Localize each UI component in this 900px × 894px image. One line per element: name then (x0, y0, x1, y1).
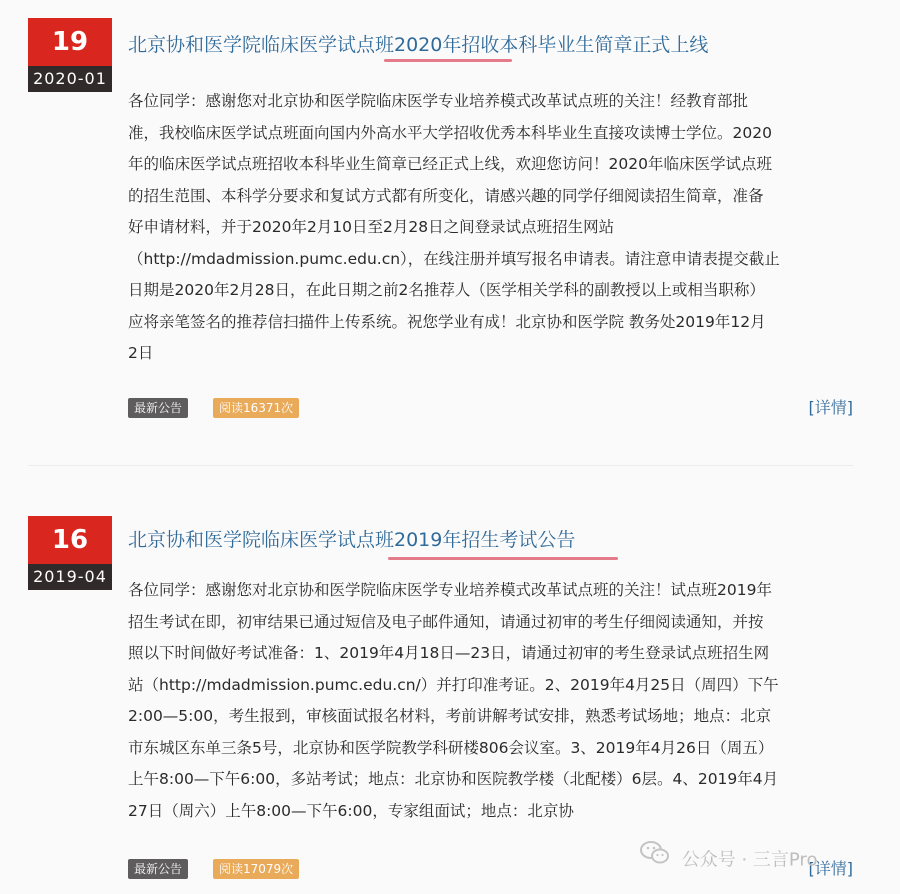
news-title-link[interactable]: 北京协和医学院临床医学试点班2019年招生考试公告 (128, 529, 576, 551)
watermark-text: 公众号 · 三言Pro (681, 849, 818, 871)
latest-notice-tag[interactable]: 最新公告 (128, 398, 188, 418)
details-link[interactable]: [详情] (808, 859, 853, 878)
date-year-month: 2019-04 (28, 564, 112, 590)
divider (28, 465, 853, 466)
summary-line: 日期是2020年2月28日，在此日期之前2名推荐人（医学相关学科的副教授以上或相当职称） (128, 281, 765, 299)
latest-notice-tag[interactable]: 最新公告 (128, 859, 188, 879)
summary-line: 的招生范围、本科学分要求和复试方式都有所变化，请感兴趣的同学仔细阅读招生简章，准备 (128, 186, 764, 205)
date-badge (28, 516, 112, 590)
news-summary (128, 575, 855, 827)
summary-line: 27日（周六）上午8:00—下午6:00，专家组面试；地点：北京协 (128, 801, 574, 820)
summary-line: 招生考试在即，初审结果已通过短信及电子邮件通知，请通过初审的考生仔细阅读通知，并按 (128, 612, 764, 631)
details-link[interactable]: [详情] (808, 398, 853, 417)
summary-line: 2:00—5:00，考生报到，审核面试报名材料，考前讲解考试安排，熟悉考试场地；地点：北京 (128, 707, 772, 725)
read-count-badge: 阅读17079次 (213, 859, 299, 879)
news-item (0, 470, 900, 894)
news-title-link[interactable]: 北京协和医学院临床医学试点班2020年招收本科毕业生简章正式上线 (128, 34, 709, 56)
summary-line: 上午8:00—下午6:00，多站考试；地点：北京协和医院教学楼（北配楼）6层。4、2019年4月 (128, 770, 779, 788)
summary-line: 年的临床医学试点班招收本科毕业生简章已经正式上线，欢迎您访问！2020年临床医学试点班 (128, 155, 772, 173)
watermark (640, 840, 817, 880)
summary-line: 应将亲笔签名的推荐信扫描件上传系统。祝您学业有成！北京协和医学院 教务处2019年12月 (128, 312, 766, 331)
date-day: 16 (28, 516, 112, 564)
summary-line: 2日 (128, 344, 154, 362)
news-summary (128, 86, 855, 370)
summary-line: 市东城区东单三条5号，北京协和医学院教学科研楼806会议室。3、2019年4月26日（周五） (128, 738, 774, 757)
read-count-badge: 阅读16371次 (213, 398, 299, 418)
summary-line: 各位同学：感谢您对北京协和医学院临床医学专业培养模式改革试点班的关注！经教育部批 (128, 92, 749, 110)
date-day: 19 (28, 18, 112, 66)
summary-line: 各位同学：感谢您对北京协和医学院临床医学专业培养模式改革试点班的关注！试点班2019年 (128, 581, 772, 599)
summary-line: （http://mdadmission.pumc.edu.cn），在线注册并填写报名申请表。请注意申请表提交截止 (128, 249, 780, 268)
title-underline (384, 59, 512, 62)
date-badge (28, 18, 112, 92)
title-underline (388, 557, 618, 560)
wechat-icon (640, 840, 670, 881)
summary-line: 照以下时间做好考试准备：1、2019年4月18日—23日，请通过初审的考生登录试点班招生网 (128, 644, 770, 662)
summary-line: 准，我校临床医学试点班面向国内外高水平大学招收优秀本科毕业生直接攻读博士学位。2020 (128, 123, 772, 142)
summary-line: 好申请材料，并于2020年2月10日至2月28日之间登录试点班招生网站 (128, 218, 615, 236)
date-year-month: 2020-01 (28, 66, 112, 92)
summary-line: 站（http://mdadmission.pumc.edu.cn/）并打印准考证。2、2019年4月25日（周四）下午 (128, 675, 779, 694)
